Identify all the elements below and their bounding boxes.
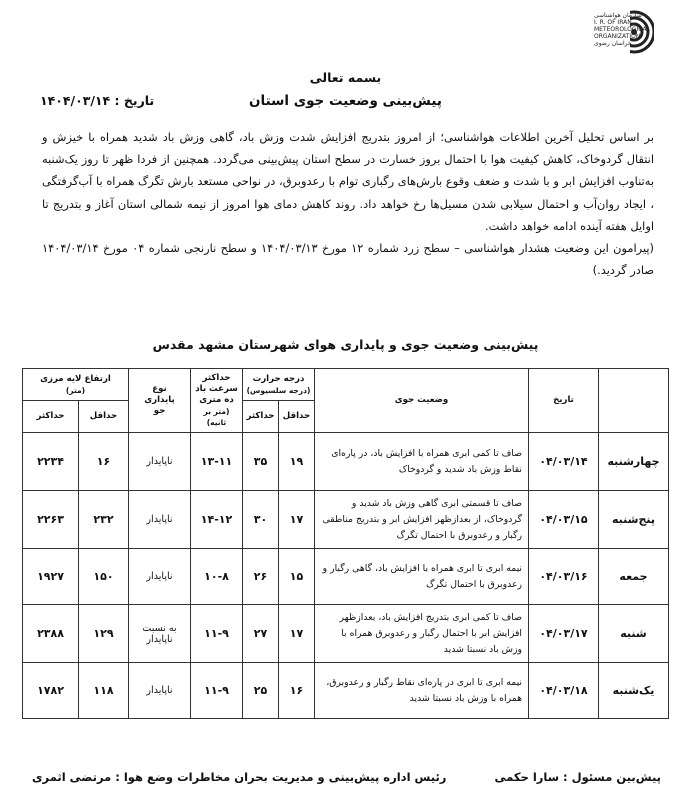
header-temperature: درجه حرارت (درجه سلسیوس) (243, 369, 315, 401)
temp-min-cell: ۱۷ (279, 491, 315, 549)
day-cell: جمعه (599, 549, 669, 605)
summary-paragraph: بر اساس تحلیل آخرین اطلاعات هواشناسی؛ از امروز بتدریج افزایش شدت وزش باد، گاهی وزش باد شدید همراه با خیزش و انتقال گردوخاک، کاهش کیفیت هوا با احتمال بروز خسارت در سطح استان پیش‌بینی می‌گردد. همچنین از فردا ظهر تا روز یک‌شنبه به‌تناوب افزایش ابر و با شدت و ضعف وقوع بارش‌های رگباری توام با رعدوبرق، در نواحی مستعد بارش تگرگ همراه با آب‌گرفتگی ، ایجاد روان‌آب و احتمال سیلابی شدن مسیل‌ها رخ خواهد داد. روند کاهش دمای هوا امروز از نیمه شمالی استان آغاز و بتدریج تا اوایل هفته آینده ادامه خواهد داشت. (42, 130, 654, 233)
table-row (23, 663, 669, 719)
boundary-max-cell: ۲۲۶۳ (23, 491, 79, 549)
table-row (23, 491, 669, 549)
table-row (23, 433, 669, 491)
day-cell: یک‌شنبه (599, 663, 669, 719)
warning-note: (پیرامون این وضعیت هشدار هواشناسی – سطح زرد شماره ۱۲ مورخ ۱۴۰۴/۰۳/۱۳ و سطح نارنجی شماره ۰۴ مورخ ۱۴۰۴/۰۳/۱۴ صادر گردید.) (42, 241, 654, 278)
header-boundary-layer: ارتفاع لایه مرزی (متر) (23, 369, 129, 401)
stability-cell: ناپایدار (129, 491, 191, 549)
logo-text: سازمان هواشناسی I. R. OF IRAN METEOROLOGICAL ORGANIZATION خراسان رضوی (594, 12, 650, 47)
wind-cell: ۱۰-۸ (191, 549, 243, 605)
temp-min-cell: ۱۵ (279, 549, 315, 605)
boundary-max-cell: ۲۳۸۸ (23, 605, 79, 663)
page-title: پیش‌بینی وضعیت جوی استان (249, 93, 442, 109)
condition-cell: صاف تا قسمتی ابری گاهی وزش باد شدید و گردوخاک، از بعدازظهر افزایش ابر و بتدریج مناطقی رگبار و رعدوبرق با احتمال تگرگ (315, 491, 529, 549)
date-cell: ۰۴/۰۳/۱۵ (529, 491, 599, 549)
forecaster-signature: پیش‌بین مسئول : سارا حکمی (494, 770, 661, 784)
table-row (23, 549, 669, 605)
boundary-max-cell: ۱۷۸۲ (23, 663, 79, 719)
forecast-table (22, 368, 669, 719)
header-day (599, 369, 669, 433)
wind-cell: ۱۱-۹ (191, 663, 243, 719)
header-temp-min: حداقل (279, 401, 315, 433)
header-wind: حداکثر سرعت باد ده متری (متر بر ثانیه) (191, 369, 243, 433)
temp-min-cell: ۱۷ (279, 605, 315, 663)
stability-cell: ناپایدار (129, 663, 191, 719)
header-boundary-max: حداکثر (23, 401, 79, 433)
date-value: ۱۴۰۴/۰۳/۱۴ (40, 93, 111, 108)
date-cell: ۰۴/۰۳/۱۷ (529, 605, 599, 663)
wind-cell: ۱۴-۱۲ (191, 491, 243, 549)
temp-max-cell: ۲۷ (243, 605, 279, 663)
condition-cell: صاف تا کمی ابری بتدریج افزایش باد، بعدازظهر افزایش ابر با احتمال رگبار و رعدوبرق همراه با وزش باد نسبتا شدید (315, 605, 529, 663)
date-cell: ۰۴/۰۳/۱۶ (529, 549, 599, 605)
header-stability: نوع پایداری جو (129, 369, 191, 433)
forecast-summary (42, 126, 654, 281)
day-cell: شنبه (599, 605, 669, 663)
condition-cell: نیمه ابری تا ابری در پاره‌ای نقاط رگبار و رعدوبرق، همراه با وزش باد نسبتا شدید (315, 663, 529, 719)
stability-cell: ناپایدار (129, 549, 191, 605)
boundary-min-cell: ۱۱۸ (79, 663, 129, 719)
boundary-min-cell: ۱۵۰ (79, 549, 129, 605)
stability-cell: به نسبت ناپایدار (129, 605, 191, 663)
issue-date (40, 93, 154, 108)
head-signature: رئیس اداره پیش‌بینی و مدیریت بحران مخاطرات وضع هوا : مرتضی اثمری (32, 770, 447, 784)
boundary-min-cell: ۱۶ (79, 433, 129, 491)
temp-max-cell: ۲۵ (243, 663, 279, 719)
temp-min-cell: ۱۶ (279, 663, 315, 719)
header-temp-max: حداکثر (243, 401, 279, 433)
boundary-max-cell: ۱۹۲۷ (23, 549, 79, 605)
date-cell: ۰۴/۰۳/۱۸ (529, 663, 599, 719)
boundary-min-cell: ۲۳۲ (79, 491, 129, 549)
condition-cell: نیمه ابری تا ابری همراه با افزایش باد، گاهی رگبار و رعدوبرق با احتمال تگرگ (315, 549, 529, 605)
day-cell: چهارشنبه (599, 433, 669, 491)
header-condition: وضعیت جوی (315, 369, 529, 433)
stability-cell: ناپایدار (129, 433, 191, 491)
table-title: پیش‌بینی وضعیت جوی و پایداری هوای شهرستان مشهد مقدس (152, 337, 539, 352)
basmala: بسمه تعالی (309, 70, 382, 85)
temp-min-cell: ۱۹ (279, 433, 315, 491)
boundary-max-cell: ۲۲۳۴ (23, 433, 79, 491)
wind-cell: ۱۳-۱۱ (191, 433, 243, 491)
temp-max-cell: ۳۰ (243, 491, 279, 549)
table-row (23, 605, 669, 663)
temp-max-cell: ۳۵ (243, 433, 279, 491)
temp-max-cell: ۲۶ (243, 549, 279, 605)
date-cell: ۰۴/۰۳/۱۴ (529, 433, 599, 491)
day-cell: پنج‌شنبه (599, 491, 669, 549)
date-label: تاریخ : (114, 93, 155, 108)
header-boundary-min: حداقل (79, 401, 129, 433)
condition-cell: صاف تا کمی ابری همراه با افزایش باد، در پاره‌ای نقاط وزش باد شدید و گردوخاک (315, 433, 529, 491)
boundary-min-cell: ۱۲۹ (79, 605, 129, 663)
wind-cell: ۱۱-۹ (191, 605, 243, 663)
header-date: تاریخ (529, 369, 599, 433)
